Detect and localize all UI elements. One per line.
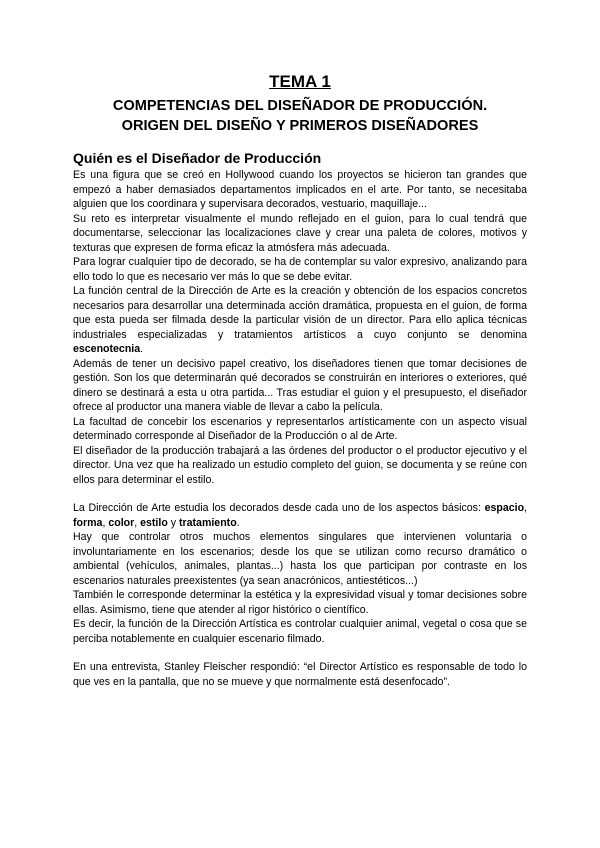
separator: y xyxy=(167,516,179,529)
term-forma: forma xyxy=(73,516,103,529)
term-espacio: espacio xyxy=(484,502,525,514)
term-estilo: estilo xyxy=(140,516,168,529)
paragraph-1: Es una figura que se creó en Hollywood cuando los proyectos se hicieron tan grandes que empezó a haber demasiados departamentos implicados en el arte. Por tanto, se necesitaba alguien que los coordinara y supervisara decorados, vestuario, maquillaje... xyxy=(73,169,527,210)
paragraph-8-end: . xyxy=(236,516,240,529)
paragraph-3: Para lograr cualquier tipo de decorado, se ha de contemplar su valor expresivo, analizando para ello todo lo que es necesario ver más lo que se debe evitar. xyxy=(73,256,527,283)
paragraph-4-text: La función central de la Dirección de Arte es la creación y obtención de los espacios concretos necesarios para desarrollar una determinada acción dramática, propuesta en el guion, de forma que esta pueda ser filmada desde la particular visión de un director. Para ello aplica técnicas industriales especializadas y tratamientos artísticos a cuyo conjunto se denomina xyxy=(73,285,527,341)
section-heading: Quién es el Diseñador de Producción xyxy=(73,150,322,166)
term-escenotecnia: escenotecnia xyxy=(73,343,141,355)
document-title: TEMA 1 xyxy=(269,72,331,91)
separator: , xyxy=(524,502,527,514)
paragraph-4 xyxy=(73,284,527,357)
document-subtitle-line-1: COMPETENCIAS DEL DISEÑADOR DE PRODUCCIÓN. xyxy=(112,98,488,114)
term-color: color xyxy=(108,516,135,529)
paragraph-11: Es decir, la función de la Dirección Artística es controlar cualquier animal, vegetal o cosa que se perciba notablemente en cualquier escenario filmado. xyxy=(73,618,527,645)
paragraph-8 xyxy=(73,501,527,530)
term-tratamiento: tratamiento xyxy=(178,516,237,529)
separator: , xyxy=(102,516,109,529)
document-subtitle-line-2: ORIGEN DEL DISEÑO Y PRIMEROS DISEÑADORES xyxy=(121,118,479,134)
paragraph-9: Hay que controlar otros muchos elementos singulares que intervienen voluntaria o involuntariamente en los escenarios; desde los que se utilizan como recurso dramático o ambiental (vehículos, animales, plantas...) hasta los que participan por contraste en los escenarios naturales preexistentes (ya sean anacrónicos, antiestéticos...) xyxy=(73,531,527,587)
paragraph-10: También le corresponde determinar la estética y la expresividad visual y tomar decisiones sobre ellas. Asimismo, tiene que atender al rigor histórico o científico. xyxy=(73,589,527,616)
separator: , xyxy=(134,516,141,529)
paragraph-5: Además de tener un decisivo papel creativo, los diseñadores tienen que tomar decisiones de gestión. Son los que determinarán qué decorados se construirán en interiores o exteriores, qué dinero se destinará a esta u otra partida... Tras estudiar el guion y el presupuesto, el diseñador ofrece al productor una manera viable de llevar a cabo la película. xyxy=(73,357,527,413)
paragraph-7: El diseñador de la producción trabajará a las órdenes del productor o el productor ejecutivo y el director. Una vez que ha realizado un estudio completo del guion, se documenta y se reúne con ellos para determinar el estilo. xyxy=(73,444,527,486)
paragraph-6: La facultad de concebir los escenarios y representarlos artísticamente con un aspecto visual determinado corresponde al Diseñador de la Producción o al de Arte. xyxy=(73,415,527,442)
paragraph-gap xyxy=(73,646,527,660)
paragraph-gap xyxy=(73,487,527,501)
paragraph-4-end: . xyxy=(140,343,144,355)
paragraph-2: Su reto es interpretar visualmente el mundo reflejado en el guion, para lo cual tendrá que documentarse, seleccionar las localizaciones clave y crear una paleta de colores, motivos y texturas que expresen de forma eficaz la atmósfera más adecuada. xyxy=(73,212,527,254)
paragraph-8-text: La Dirección de Arte estudia los decorados desde cada uno de los aspectos básicos: xyxy=(73,502,485,514)
document-page xyxy=(73,72,527,689)
paragraph-12: En una entrevista, Stanley Fleischer respondió: “el Director Artístico es responsable de todo lo que ves en la pantalla, que no se mueve y que normalmente está desenfocado”. xyxy=(73,661,527,688)
